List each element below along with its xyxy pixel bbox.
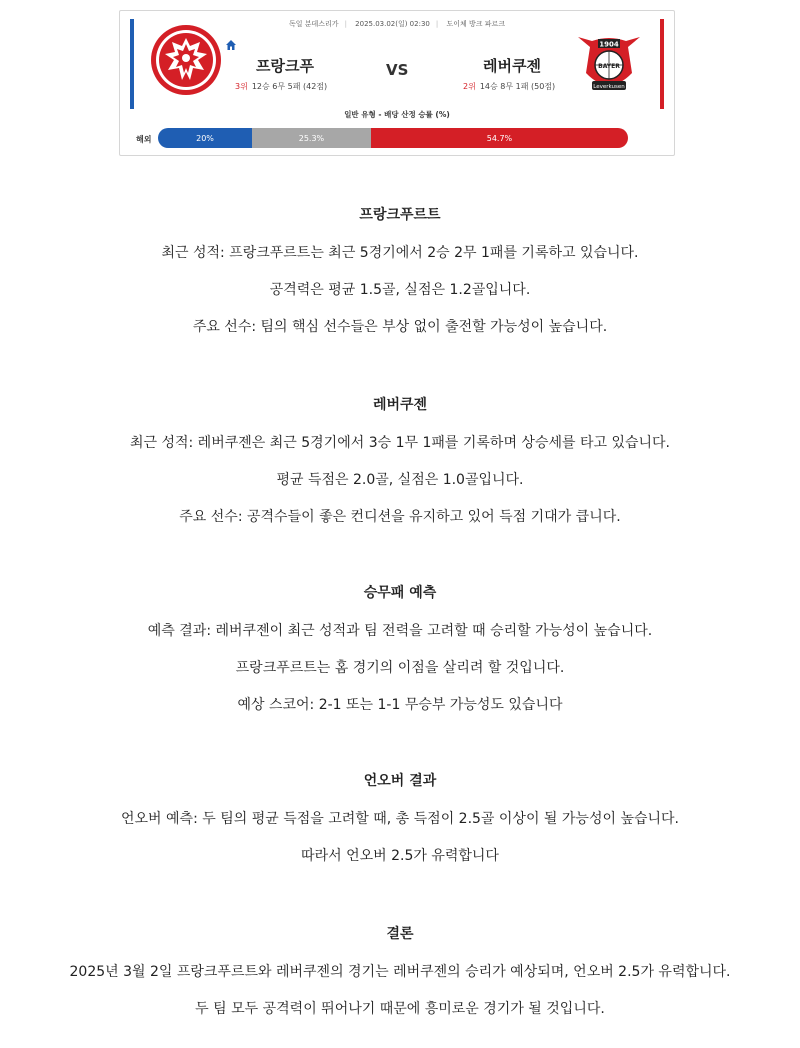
odds-draw-label: 25.3%: [298, 133, 325, 143]
section: [0, 395, 800, 527]
away-color-bar: [660, 19, 664, 109]
away-rank: 2위: [463, 82, 476, 91]
odds-home-segment: [158, 128, 252, 148]
section: [0, 205, 800, 337]
home-rank: 3위: [235, 82, 248, 91]
section-line: 주요 선수: 팀의 핵심 선수들은 부상 없이 출전할 가능성이 높습니다.: [192, 319, 608, 335]
match-card: [119, 10, 675, 156]
section: [0, 771, 800, 866]
section: [0, 583, 800, 715]
section-line: 평균 득점은 2.0골, 실점은 1.0골입니다.: [276, 472, 524, 488]
bayer-lion-crest-icon: [576, 33, 642, 95]
crest-year: 1904: [599, 40, 619, 49]
match-meta: 독일 분데스리가 | 2025.03.02(일) 02:30 | 도이체 방크 파르크: [289, 20, 505, 28]
odds-away-label: 54.7%: [486, 133, 513, 143]
section-line: 예상 스코어: 2-1 또는 1-1 무승부 가능성도 있습니다: [237, 697, 563, 713]
section-title: 승무패 예측: [363, 585, 437, 601]
match-datetime: 2025.03.02(일) 02:30: [355, 20, 430, 28]
section-line: 최근 성적: 레버쿠젠은 최근 5경기에서 3승 1무 1패를 기록하며 상승세를 타고 있습니다.: [129, 435, 671, 451]
home-color-bar: [130, 19, 134, 109]
section-line: 2025년 3월 2일 프랑크푸르트와 레버쿠젠의 경기는 레버쿠젠의 승리가 예상되며, 언오버 2.5가 유력합니다.: [69, 964, 731, 980]
section-title: 언오버 결과: [363, 773, 437, 789]
odds-source-label: 해외: [136, 135, 152, 144]
odds-draw-segment: [252, 128, 371, 148]
section-line: 두 팀 모두 공격력이 뛰어나기 때문에 흥미로운 경기가 될 것입니다.: [195, 1001, 605, 1017]
odds-away-segment: [371, 128, 628, 148]
away-record: [463, 81, 555, 92]
odds-bar: [158, 128, 628, 148]
section: [0, 924, 800, 1019]
section-line: 공격력은 평균 1.5골, 실점은 1.2골입니다.: [269, 282, 531, 298]
away-record-text: 14승 8무 1패 (50점): [479, 82, 556, 91]
section-line: 따라서 언오버 2.5가 유력합니다: [301, 848, 499, 864]
section-title: 프랑크푸르트: [359, 207, 441, 223]
section-line: 최근 성적: 프랑크푸르트는 최근 5경기에서 2승 2무 1패를 기록하고 있습니다.: [161, 245, 639, 261]
home-team-name: 프랑크푸: [256, 57, 314, 75]
odds-title: 일반 유형 - 배당 산정 승률 (%): [344, 110, 450, 119]
vs-label: VS: [386, 61, 409, 79]
crest-bottom-text: Leverkusen: [593, 84, 625, 90]
home-record: [235, 81, 327, 92]
eagle-crest-icon: [150, 24, 222, 96]
section-line: 예측 결과: 레버쿠젠이 최근 성적과 팀 전력을 고려할 때 승리할 가능성이 높습니다.: [147, 623, 653, 639]
section-line: 언오버 예측: 두 팀의 평균 득점을 고려할 때, 총 득점이 2.5골 이상이 될 가능성이 높습니다.: [121, 811, 679, 827]
home-record-text: 12승 6무 5패 (42점): [251, 82, 328, 91]
home-icon: [225, 39, 237, 51]
section-title: 결론: [386, 926, 414, 942]
odds-home-label: 20%: [196, 133, 214, 143]
league-name: 독일 분데스리가: [289, 20, 339, 28]
match-venue: 도이체 방크 파르크: [446, 20, 505, 28]
crest-center-text: BAYER: [598, 63, 620, 70]
section-line: 주요 선수: 공격수들이 좋은 컨디션을 유지하고 있어 득점 기대가 큽니다.: [179, 509, 621, 525]
section-title: 레버쿠젠: [372, 397, 428, 413]
away-team-name: 레버쿠젠: [483, 57, 541, 75]
section-line: 프랑크푸르트는 홈 경기의 이점을 살리려 할 것입니다.: [235, 660, 565, 676]
